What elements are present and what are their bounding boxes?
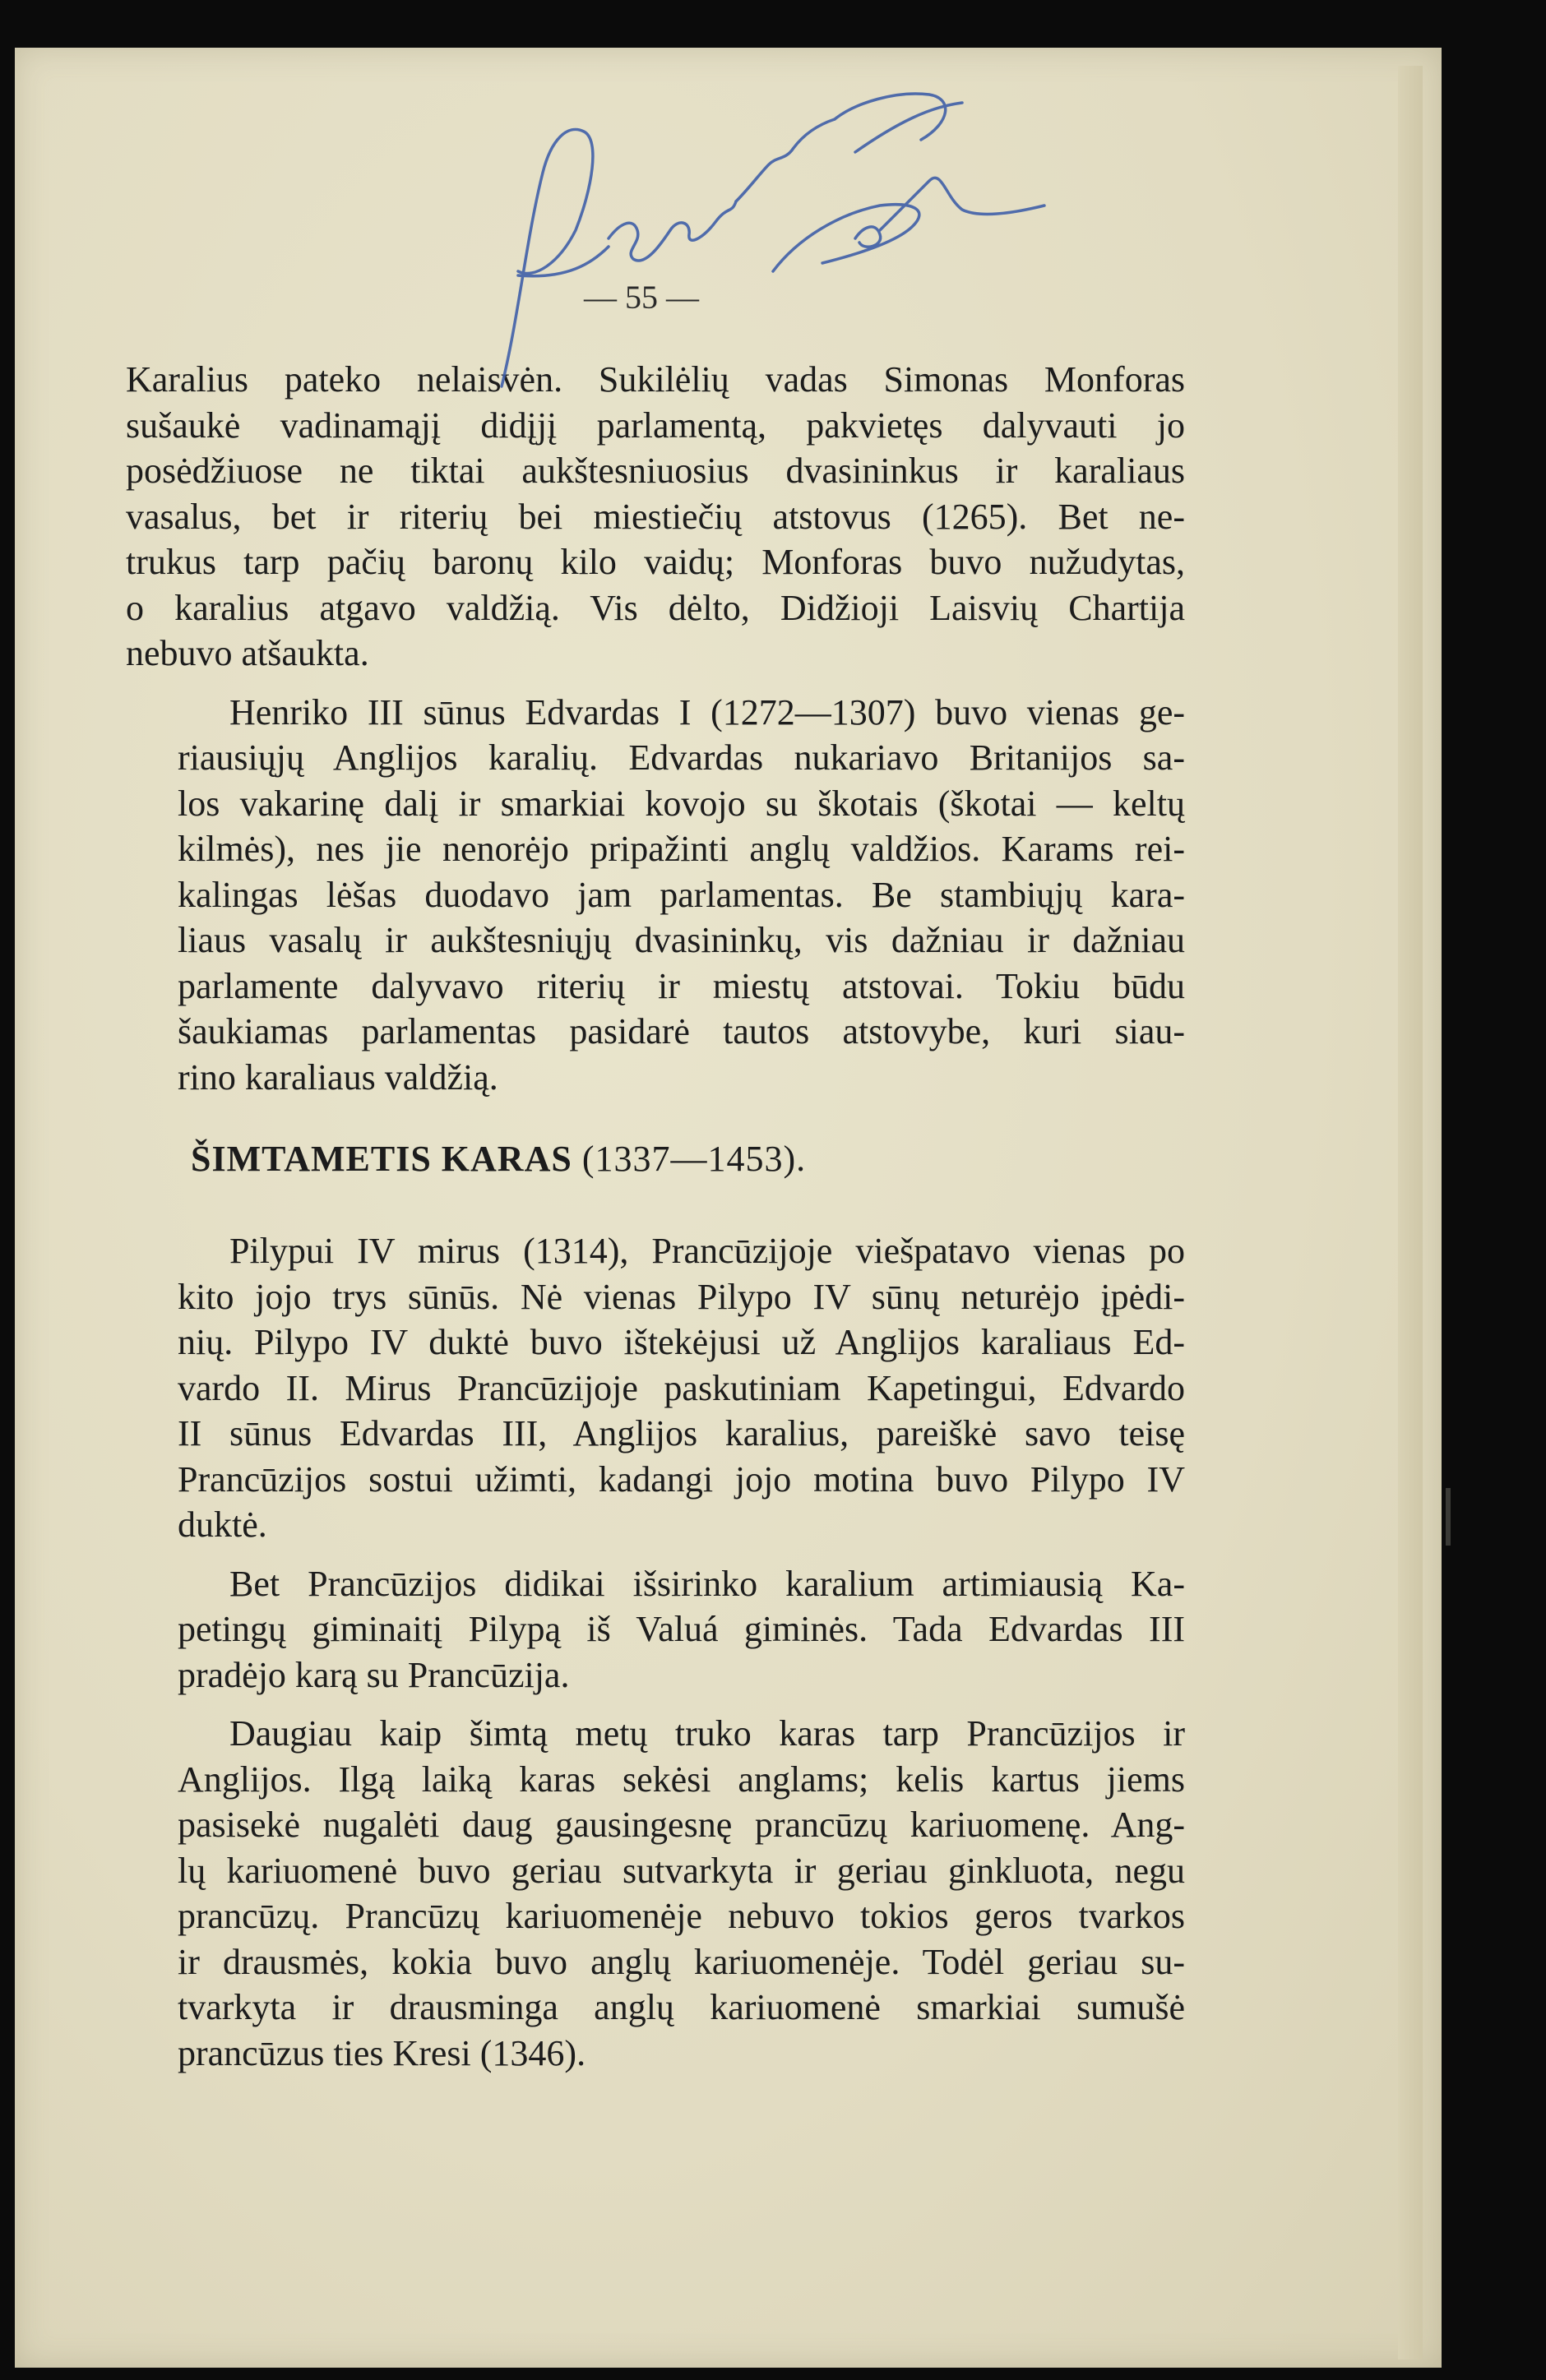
- text-line: nebuvo atšaukta.: [126, 633, 369, 673]
- text-line: Anglijos. Ilgą laiką karas sekėsi anglams; kelis kartus jiems: [178, 1758, 1185, 1800]
- paragraph: [126, 1228, 1185, 1548]
- text-line: Henriko III sūnus Edvardas I (1272—1307) buvo vienas ge-: [229, 691, 1185, 732]
- page-number: — 55 —: [584, 279, 699, 316]
- text-line: pradėjo karą su Prancūzija.: [178, 1654, 570, 1695]
- text-line: prancūzų. Prancūzų kariuomenėje nebuvo tokios geros tvarkos: [178, 1896, 1185, 1936]
- text-line: Pilypui IV mirus (1314), Prancūzijoje viešpatavo vienas po: [229, 1231, 1185, 1271]
- text-line: kito jojo trys sūnūs. Nė vienas Pilypo IV sūnų neturėjo įpėdi-: [178, 1276, 1185, 1317]
- paragraph: [126, 690, 1185, 1101]
- text-line: tvarkyta ir drausminga anglų kariuomenė smarkiai sumušė: [178, 1987, 1185, 2027]
- heading-title: ŠIMTAMETIS KARAS: [191, 1139, 572, 1179]
- text-line: nių. Pilypo IV duktė buvo ištekėjusi už Anglijos karaliaus Ed-: [178, 1322, 1185, 1362]
- text-line: ir drausmės, kokia buvo anglų kariuomenėje. Todėl geriau su-: [178, 1941, 1185, 1982]
- binding-mark: [1446, 1488, 1451, 1546]
- text-line: vardo II. Mirus Prancūzijoje paskutiniam Kapetingui, Edvardo: [178, 1367, 1185, 1408]
- paragraph: [126, 357, 1185, 677]
- text-line: pasisekė nugalėti daug gausingesnę prancūzų kariuomenę. Ang-: [178, 1805, 1185, 1845]
- text-line: rino karaliaus valdžią.: [178, 1056, 498, 1098]
- paragraph-gap: [126, 1548, 1185, 1561]
- text-line: vasalus, bet ir riterių bei miestiečių atstovus (1265). Bet ne-: [126, 496, 1185, 537]
- text-block-top: [126, 357, 1185, 1100]
- text-line: prancūzus ties Kresi (1346).: [178, 2032, 586, 2073]
- text-line: riausiųjų Anglijos karalių. Edvardas nukariavo Britanijos sa-: [178, 737, 1185, 778]
- text-line: lų kariuomenė buvo geriau sutvarkyta ir geriau ginkluota, negu: [178, 1850, 1185, 1891]
- paragraph: [126, 1711, 1185, 2076]
- page-edge: [1398, 66, 1423, 2359]
- text-block-bottom: [126, 1228, 1185, 2076]
- text-line: sušaukė vadinamąjį didįjį parlamentą, pakvietęs dalyvauti jo: [126, 404, 1185, 446]
- text-line: trukus tarp pačių baronų kilo vaidų; Monforas buvo nužudytas,: [126, 542, 1185, 582]
- text-line: los vakarinę dalį ir smarkiai kovojo su škotais (škotai — keltų: [178, 783, 1185, 824]
- paragraph-gap: [126, 677, 1185, 690]
- text-line: o karalius atgavo valdžią. Vis dėlto, Didžioji Laisvių Chartija: [126, 587, 1185, 628]
- text-line: Bet Prancūzijos didikai išsirinko karalium artimiausią Ka-: [229, 1563, 1185, 1604]
- paragraph: [126, 1561, 1185, 1698]
- heading-years: (1337—1453).: [581, 1139, 807, 1179]
- text-line: Karalius pateko nelaisvėn. Sukilėlių vadas Simonas Monforas: [126, 359, 1185, 400]
- paragraph-gap: [126, 1698, 1185, 1711]
- text-line: parlamente dalyvavo riterių ir miestų atstovai. Tokiu būdu: [178, 965, 1185, 1006]
- text-line: II sūnus Edvardas III, Anglijos karalius, pareiškė savo teisę: [178, 1413, 1185, 1453]
- text-line: Prancūzijos sostui užimti, kadangi jojo motina buvo Pilypo IV: [178, 1458, 1185, 1500]
- text-line: Daugiau kaip šimtą metų truko karas tarp Prancūzijos ir: [229, 1713, 1185, 1754]
- text-line: petingų giminaitį Pilypą iš Valuá giminės. Tada Edvardas III: [178, 1609, 1185, 1649]
- text-line: liaus vasalų ir aukštesniųjų dvasininkų, vis dažniau ir dažniau: [178, 920, 1185, 960]
- text-line: posėdžiuose ne tiktai aukštesniuosius dvasininkus ir karaliaus: [126, 451, 1185, 491]
- text-line: kilmės), nes jie nenorėjo pripažinti anglų valdžios. Karams rei-: [178, 829, 1185, 869]
- text-line: šaukiamas parlamentas pasidarė tautos atstovybe, kuri siau-: [178, 1011, 1185, 1051]
- text-line: kalingas lėšas duodavo jam parlamentas. Be stambiųjų kara-: [178, 874, 1185, 915]
- text-line: duktė.: [178, 1504, 267, 1545]
- section-heading: [191, 1138, 1013, 1180]
